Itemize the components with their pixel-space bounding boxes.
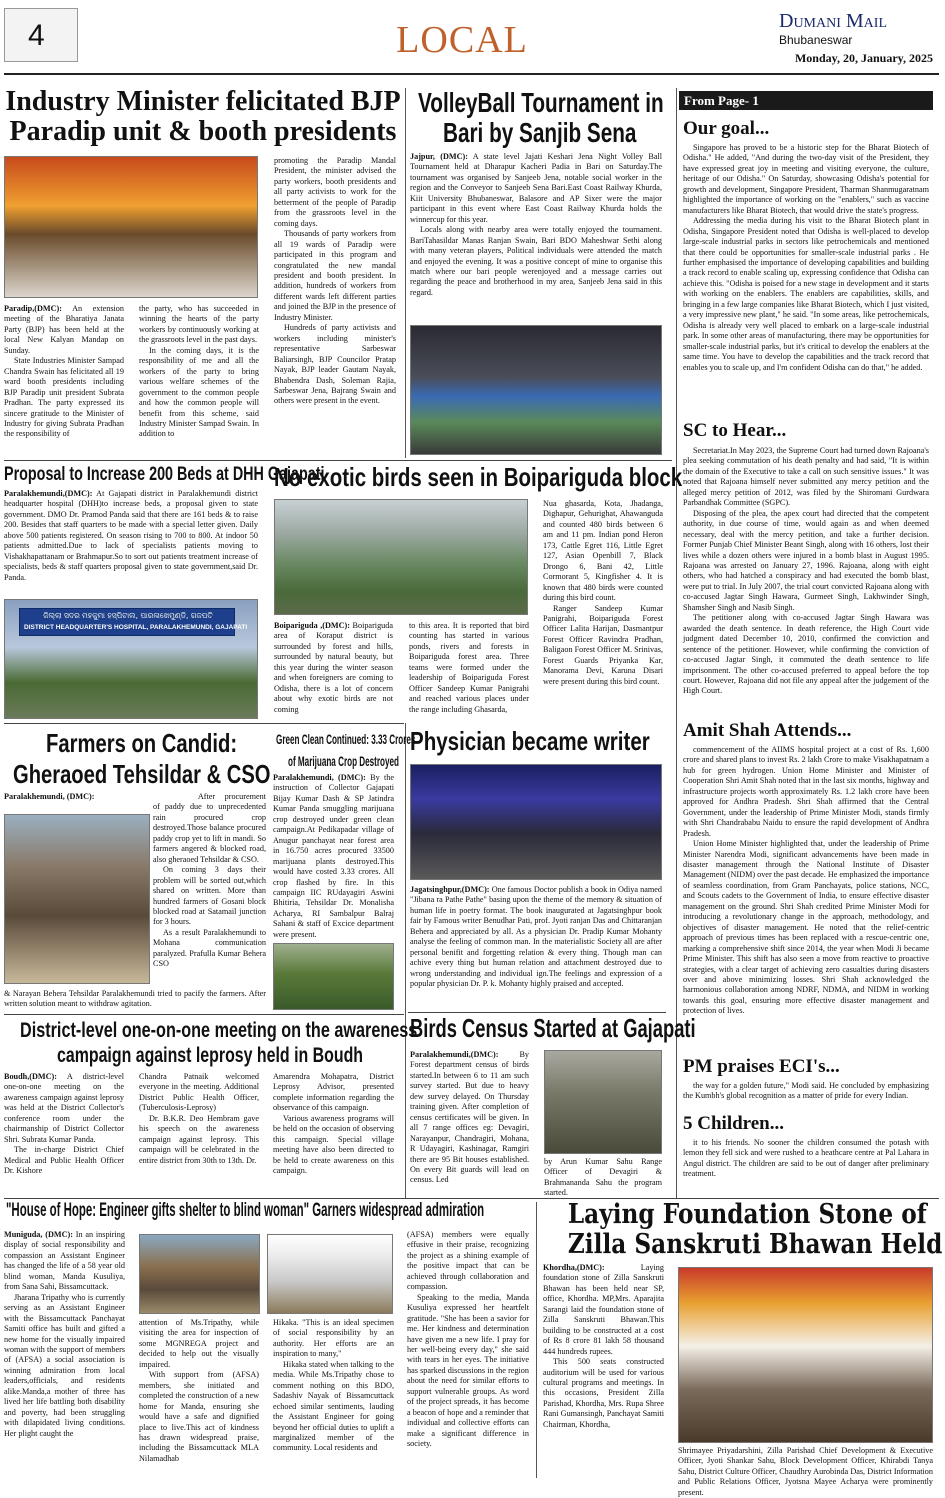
a4-col3: [543, 499, 663, 720]
rule-mid: [405, 88, 406, 458]
a1-c3p1: promoting the Paradip Mandal President, the minister advised the party workers, booth presidents and all party activists to work for the betterment of the people of Paradip from the grassroots level in the coming days.: [274, 156, 396, 228]
a11-body: [543, 1263, 664, 1475]
a4-dateline: Boipariguda ,(DMC):: [274, 621, 350, 630]
a8-col1: [4, 1072, 124, 1196]
a9-photo: [544, 1050, 662, 1154]
goal-p2: Addressing the media during his visit to the Bharat Biotech plant in Odisha, Singapore President noted that Odisha is well-placed to develop large-scale industrial parks in sectors like petrochemicals and mentioned that there could be opportunities for smaller-scale industrial parks . He further emphasised the importance of developing capabilities and building a track record to enable scaling up, expressing confidence that Odisha can achieve this. "Odisha is poised for a new stage in development and it starts with working on the enablers. The enablers are capabilities, skills, and bringing in a few large companies like Bharat Biotech, which I just visited, a very impressive new plant," he said. "In some areas, like petrochemicals, Odisha is already very well placed to embark on a large-scale industrial park. In some other areas of manufacturing, there may be opportunities for smaller-scale industrial parks, but it's critical to develop the enablers at the same time. You have to develop the capabilities and the track record that enables you to scale up, and I'm confident Odisha can do that," he added.: [683, 216, 929, 372]
pm-body: [683, 1081, 929, 1113]
a6-text: By the instruction of Collector Gajapati Bijay Kumar Dash & SP Jatindra Kumar Panda smuggling marijuana crop destroyed under green clean campaign.At Pedikapadar village of Anugur panchayat near forest area in 16.750 acres procured 33500 marijuana plants destroyed.This would have costed 3.33 crores. All crop flashed by fire. In this campaign IIC RUdayagiri Aswini Bhitiria, Tehsildar Dr. Monalisha Acharya, RI Sambalpur Balraj Sahani & staff of Excice department were present.: [273, 773, 394, 939]
a8-dateline: Boudh,(DMC):: [4, 1072, 57, 1081]
a10-col1: [4, 1230, 125, 1478]
a4-col1: [274, 621, 393, 720]
a10-col3: [273, 1318, 394, 1478]
a9-dateline: Paralakhemundi,(DMC):: [410, 1050, 499, 1059]
a8-c3p2: Various awareness programs will be held on the occasion of observing this campaign. Special village meeting have also been directed to be held to create awareness on this campaign.: [273, 1113, 394, 1176]
a2-body: [410, 152, 662, 322]
a6-body: [273, 773, 394, 939]
a8-headline-line1: District-level one-on-one meeting on the awareness: [20, 1019, 418, 1042]
a4-photo: [274, 499, 528, 615]
hospital-signboard: [19, 608, 248, 636]
a10-dateline: Muniguda, (DMC):: [4, 1230, 73, 1239]
rule-a11: [536, 1202, 537, 1478]
rule-a8: [4, 1014, 404, 1015]
a7-photo: [410, 764, 662, 880]
a1-headline-line2: Paradip unit & booth presidents: [9, 116, 397, 147]
rule-a3: [4, 460, 672, 461]
a11-headline-line2: Zilla Sanskruti Bhawan Held: [567, 1229, 943, 1260]
a1-col3: [274, 156, 396, 458]
a9-body: [410, 1050, 529, 1194]
sidebar-label: From Page- 1: [684, 93, 759, 108]
a2-p2: Locals along with nearby area were totally enjoyed the tournament. BariTahasildar Manas Ranjan Swain, Bari BDO Maheshwar Sethi along with many veteran players, Political individuals were attended the match and enjoyed the evening. It was a positive concept of mine to organise this match where our bari people werenjoyed and a message carries out regarding the peace and brotherhood in my area, Sanjeeb Jena said in this regard.: [410, 225, 662, 297]
a10-c2p2: With support from (AFSA) members, she initiated and completed the construction of a new home for Manda, ensuring she would have a safe and dignified place to live.This act of kindness has drawn widespread praise, including the Bissamcuttack MLA Nilamadhab: [139, 1370, 259, 1463]
a4-c2: to this area. It is reported that bird counting has started in various ponds, rivers and forests in Boipariguda forest area. Three teams were formed under the leadership of Boipariguda Forest Officer Sandeep Kumar Panigrahi and reached various places under the range including Ghasarda,: [409, 621, 529, 714]
a2-headline-line2: Bari by Sanjib Sena: [443, 117, 637, 148]
a10-c3p2: Hikaka stated when talking to the media. While Ms.Tripathy chose to comment nothing on this BDO, Sadashiv Nayak of Bissamcuttack echoed similar sentiments, lauding the Assistant Engineer for going beyond her official duties to uplift a marginalized member of the community. Local residents and: [273, 1359, 394, 1453]
sign-english-text: DISTRICT HEADQUARTER'S HOSPITAL, PARALAKHEMUNDI, GAJAPATI: [24, 624, 248, 631]
a4-headline: No exotic birds seen in Boipariguda block: [274, 462, 683, 492]
a8-c2p2: Dr. B.K.R. Deo Hembram gave his speech on the awareness campaign against leprosy. This campaign will be celebrated in the entire district from 30th to 13th. Dr.: [139, 1113, 259, 1165]
a4-c1: Boipariguda area of Koraput district is surrounded by forest and hills, surrounded by natural beauty, but this year during the winter season and when foreigners are coming to Odisha, there is a lot of concern about why exotic birds are not coming: [274, 621, 393, 714]
a5-p3: As a result Paralakhemundi to Mohana communication paralyzed. Prafulla Kumar Behera CSO: [153, 927, 266, 969]
issue-date: Monday, 20, January, 2025: [794, 51, 933, 65]
a9-text: By Forest department census of birds started.In between 6 to 11 am such survey started. But due to heavy dew survey delayed. On Thursday training given. After completion of census certificates will be given. In all 7 range offices eg: Devagiri, Narayanpur, Chandragiri, Mohana, R Udayagiri, Kashinagar, Ramgiri there are 95 Bit houses established. On every Bit guards will lead on census. Led: [410, 1050, 529, 1185]
a1-c2p1: the party, who has succeeded in winning the hearts of the party workers by continuously working at the grassroots level in the past days.: [139, 304, 259, 345]
a10-p2: Jharana Tripathy who is currently serving as an Assistant Engineer with the Bissamcuttack Panchayat Samiti office has built and gifted a new home for the visually impaired woman with the support of members of (AFSA) a social association is winning admiration from local leaders,officials, and residents alike.Manda,a mother of three has lived her life battling both disability and poverty, had been struggling with dilapidated living conditions. Her plight caught the: [4, 1292, 125, 1438]
a1-dateline: Paradip,(DMC):: [4, 304, 62, 313]
a3-photo: [4, 599, 258, 719]
sign-odia-text: ଜିଲ୍ଲା ସଦର ମହକୁମା ହସ୍ପିଟାଲ, ପାରଳାଖେମୁଣ୍ଡି, ଗଜପତି: [43, 611, 213, 620]
a6-headline-line2: of Marijuana Crop Destroyed: [288, 753, 399, 769]
rule-a5: [4, 723, 404, 724]
a10-c4p2: Speaking to the media, Manda Kusuliya expressed her heartfelt gratitude. "She has been a savior for me. Her kindness and determination have given me a new life. I pray for her well-being every day," she said with tears in her eyes. The initiative has sparked discussions in the region about the need for similar efforts to support vulnerable groups. As word of the project spreads, it has become a beacon of hope and a reminder that individual and collective efforts can make a significant difference in society.: [407, 1292, 529, 1449]
a5-tail-text: & Narayan Behera Tehsildar Paralakhemundi tried to pacify the farmers. After written solution meant to withdraw agitation.: [4, 989, 266, 1009]
a9-caption-text: by Arun Kumar Sahu Range Officer of Devagiri & Brahmananda Sahu the program started.: [544, 1157, 662, 1198]
rule-mid2: [405, 723, 406, 1198]
a3-headline: Proposal to Increase 200 Beds at DHH Gajapati: [4, 464, 325, 485]
a5-tail: [4, 989, 266, 1011]
a5-body: [153, 792, 266, 984]
a10-c2p1: attention of Ms.Tripathy, while visiting the area for inspection of some MGNREGA project and decided to help out the visually impaired.: [139, 1318, 259, 1369]
a1-headline-line1: Industry Minister felicitated BJP: [5, 86, 401, 117]
a3-dateline: Paralakhemundi,(DMC):: [4, 489, 93, 498]
a11-headline-line1: Laying Foundation Stone of: [567, 1199, 927, 1230]
a8-col2: [139, 1072, 259, 1196]
a11-caption-text: Shrimayee Priyadarshini, Zilla Parishad Chief Development & Executive Officer, Jyoti Shankar Sahu, Block Development Officer, Khirabdi Tanya Sahu, District Culture Officer, Chaudhry Aurobinda Das, District Information and Public Relations Officer, Jyotsna Mayee Acharya were prominently present.: [678, 1446, 933, 1497]
a11-p2: This 500 seats constructed auditorium will be used for various cultural programs and meetings. In this occasions, President Zilla Parishad, Khordha, Mrs. Rupa Shree Rani Gumansingh, Panchayat Samiti Chairman, Khordha,: [543, 1357, 664, 1429]
amit-p1: commencement of the AIIMS hospital project at a cost of Rs. 1,600 crore and shared plans to invest Rs. 2 lakh Crore to make Visakhapatnam a hub for green hydrogen. Union Home Minister and Minister of Cooperation Shri Amit Shah noted that in the last six months, highway and infrastructure projects worth approximately Rs. 1.2 lakh crore have been approved for Andhra Pradesh. Shri Shah affirmed that the Central Government, under the leadership of Prime Minister Modi, stands firmly with Shri Chandrababu Naidu to ensure the rapid development of Andhra Pradesh.: [683, 745, 929, 838]
a11-p1: Laying foundation stone of Zilla Sanskruti Bhawan has been held near SP, office, Khordha. MP,Mrs. Aparajita Sarangi laid the foundation stone of Zilla Sanskruti Bhawan.This building to be constructed at a cost of Rs 8 crore 81 lakh 58 thousand 444 hundreds rupees.: [543, 1263, 664, 1356]
sc-p2: Disposing of the plea, the apex court had directed that the competent authority, in due course of time, would again as and when deemed necessary, deal with the mercy petition, and take a further decision. Former Punjab Chief Minister Beant Singh, along with 16 others, lost their lives while a dozen others were injured in a bomb blast in August 1995. Rajoana was arrested on January 27, 1996. Rajoana, along with eight others, who had hatched a conspiracy and had executed the bomb blast, were put to trial. In July 2007, the trial court convicted Rajoana along with co-accused Jagtar Singh Hawara, Gurmeet Singh, Lakhwinder Singh, Shamsher Singh and Nasib Singh.: [683, 508, 929, 612]
goal-p1: Singapore has proved to be a historic step for the Bharat Biotech of Odisha." He added, "And during the two-day visit of the President, they have expressed great joy in meeting and visiting everyone, the culture, heritage of our Odisha." On Saturday, showcasing Odisha's potential for growth and development, Singapore President, Tharman Shanmugaratnam highlighted the importance of working on the "enablers," such as vaccine manufacturers like Bharat Biotech, that would drive the state's progress.: [683, 143, 929, 215]
a1-c2p2: In the coming days, it is the responsibility of me and all the workers of the party to bring various welfare schemes of the government to the common people and how the common people will benefit from this scheme, said Industry Minister Sampad Swain. In addition to: [139, 345, 259, 439]
amit-p2: Union Home Minister highlighted that, under the leadership of Prime Minister Narendra Modi, significant advancements have been made in disaster management through the National Institute of Disaster Management (NIDM) over the past decade. He emphasized the importance of seamless coordination, from Gram Panchayats, police stations, NCC, and Scouts cadets to the Government of India, to ensure effective disaster management on the ground. Shri Shah credited Prime Minister Modi for introducing a revolutionary change in the approach, methodology, and objectives of disaster management. He noted that the relief-centric approach of previous times has been replaced with a rescue-centric one, marking a comprehensive shift since 2014, the year when Modi Ji became Prime Minister. This shift has also seen a move from reactive to proactive strategies, with a clear target of achieving zero casualties during disasters over and above minimizing losses. Shri Shah acknowledged the harmonious collaboration among NDRF, NDMA, and NIDM in working towards this goal, ensuring more effective disaster management and protection of lives.: [683, 839, 929, 1016]
a4-col2: [409, 621, 529, 720]
five-p1: it to his friends. No sooner the children consumed the potash with lemon they fell sick and were rushed to a heathcare centre at Pal Lahara in Angul district. The children are said to be out of danger after preliminary treatment.: [683, 1138, 929, 1179]
goal-body: [683, 143, 929, 422]
a10-col4: [407, 1230, 529, 1478]
a7-text: One famous Doctor publish a book in Odiya named "Jibana ra Pathe Pathe" basing upon the theme of the memory & situation of human life in poetry format. The book inaugurated at Jagatsinghpur book fair by Famous writer Benudhar Pati, prof. Jyoti ranjan Das and Chittaranjan Behera and appreciated by all. As a physician Dr. Pradip Kumar Mohanty analyse the feeling of common man. In the materialistic Society all are after personal benifit and forgetting relation & every thing. Though man can achive every thing but human relation and attachment destroyed due to wrong understanding and individual ign.The feelings and expression of a popular physician Dr. P. k. Mohanty highly praised and accepted.: [410, 885, 662, 989]
a1-photo: [4, 156, 258, 298]
paper-city: Bhubaneswar: [779, 33, 853, 47]
a1-p2: State Industries Minister Sampad Chandra Swain has felicitated all 19 ward booth presidents including BJP Paradip unit president Subrata Pradhan. The party expressed its sincere gratitude to the Minister of Industry for giving Subrata Pradhan the responsibility of: [4, 356, 124, 439]
a10-lead: In an inspiring display of social responsibility and compassion an Assistant Engineer has changed the life of a 58 year old blind woman, Manda Kusuliya, from Sana Sahi, Bissamcuttack.: [4, 1230, 125, 1292]
page-number: 4: [28, 19, 45, 52]
five-body: [683, 1138, 929, 1194]
section-title: LOCAL: [396, 19, 528, 61]
a9-headline: Birds Census Started at Gajapati: [410, 1013, 696, 1043]
a5-photo: [4, 814, 150, 984]
a6-headline-line1: Green Clean Continued: 3.33 Crores: [276, 731, 416, 747]
a10-c3p1: Hikaka. "This is an ideal specimen of social responsibility by an authority. Her efforts are an inspiration to many,": [273, 1318, 394, 1359]
a2-p1: A state level Jajati Keshari Jena Night Volley Ball Tournament held at Dharapur Kacheri Padia in Bari on Saturday.The tournament was organised by Sanjeeb Jena, notable social worker in the region and the Conveyor to Sanjeeb Sena Bari.East Coast Railway Khurda, Kiit University Bhubaneswar, Balasore and AP Sixer were the major participant in this event where East Coast Railway Khurda holds the winnercup for this year.: [410, 152, 662, 224]
a7-dateline: Jagatsinghpur,(DMC):: [410, 885, 490, 894]
a2-dateline: Jajpur, (DMC):: [410, 152, 468, 161]
a2-headline-line1: VolleyBall Tournament in: [418, 87, 664, 118]
a2-photo: [410, 325, 662, 455]
a10-photo-new-house: [267, 1234, 393, 1314]
a3-body: [4, 489, 258, 595]
a5-headline-line1: Farmers on Candid:: [46, 728, 238, 758]
five-head: 5 Children...: [683, 1113, 785, 1134]
a5-p2: On coming 3 days their problem will be sorted out,which shared on written. More than hundred farmers of Gosani block blocked road at Satamail junction for 3 hours.: [153, 865, 266, 927]
a6-dateline: Paralakhemundi, (DMC):: [273, 773, 366, 782]
sc-body: [683, 446, 929, 722]
a1-c3p2: Thousands of party workers from all 19 wards of Paradip were participated in this program and congratulated the new mandal president and booth president. In addition, hundreds of workers from different wards left different parties and joined the BJP in the presence of Industry Minister.: [274, 229, 396, 322]
a8-c2p1: Chandra Patnaik welcomed everyone in the meeting. Additional District Public Health Officer, (Tuberculosis-Leprosy): [139, 1072, 259, 1113]
a9-caption: [544, 1157, 662, 1198]
a5-dateline: Paralakhemundi, (DMC):: [4, 792, 95, 801]
a1-col1: [4, 304, 124, 458]
sc-head: SC to Hear...: [683, 420, 787, 441]
a5-headline-line2: Gheraoed Tehsildar & CSO: [13, 759, 271, 789]
a8-p2: The in-charge District Chief Medical and Public Health Officer Dr. Kishore: [4, 1145, 124, 1176]
a11-dateline: Khordha,(DMC):: [543, 1263, 605, 1272]
a8-headline-line2: campaign against leprosy held in Boudh: [57, 1044, 364, 1067]
a8-lead: A district-level one-on-one meeting on the awareness campaign against leprosy was held at the District Collector's conference room under the chairmanship of District Collector Shri. Subrata Kumar Panda.: [4, 1072, 124, 1144]
a3-text: At Gajapati district in Paralakhemundi district headquarter hospital (DHH)to increase beds, a proposal given to state government. DMO Dr. Pramod Panda said that there are 161 beds & to raise 200. Besides that staff quarters to be made with a special letter given. Daily above 500 patients registered. On season rising to 700 to 800. At indoor 50 patients admitted.Due to lack of specialists patients moving to Vishakhapattanam or Brahmapur.So to sort out patients treatment increase of specialists, beds & staff quarters proposal given to state government,said Dr. Panda.: [4, 489, 258, 582]
a8-c3p1: Amarendra Mohapatra, District Leprosy Advisor, presented complete information regarding the observance of this campaign.: [273, 1072, 394, 1113]
a10-photo-old-house: [139, 1234, 260, 1314]
goal-head: Our goal...: [683, 118, 770, 139]
a1-col2: [139, 304, 259, 458]
a6-photo: [273, 943, 394, 1010]
amit-head: Amit Shah Attends...: [683, 720, 852, 741]
amit-body: [683, 745, 929, 1057]
a5-p1: After procurement of paddy due to unprecedented rain procured crop destroyed.Those balance procured paddy crop yet to lift in mandi. So farmers angered & blocked road, also gheraoed Tehsildar & CSO.: [153, 792, 266, 864]
a4-c3p2: Ranger Sandeep Kumar Panigrahi, Boipariguda Forest Officer Lalita Harijan, Dasmantpur Forest Officer Ravindra Pradhan, Baligaon Forest Officer M. Srinivas, Forest Guards Priyanka Kar, Manorama Devi, Karuna Disari were present during this bird count.: [543, 603, 663, 686]
sc-p1: Secretariat.In May 2023, the Supreme Court had turned down Rajoana's plea seeking commutation of his death penalty and had said, "It is within the domain of the Executive to take a call on such sensitive issues." It was noted that Rajoana himself never submitted any mercy petition and the alleged mercy petition of 2012, was filed by the Shiromani Gurdwara Parbandhak Committee (SGPC).: [683, 446, 929, 508]
masthead-rule: [4, 73, 939, 75]
a10-c4p1: (AFSA) members were equally effusive in their praise, recognizing the project as a shining example of the positive impact that can be achieved through collaboration and compassion.: [407, 1230, 529, 1292]
a10-headline: "House of Hope: Engineer gifts shelter to blind woman" Garners widespread admiration: [6, 1200, 485, 1221]
a1-c3p3: Hundreds of party activists and workers including minister's representative Sarbeswar Baliarsingh, BJP Councilor Pratap Nayak, BJP leader Gautam Nayak, Bhabendra Dash, Soleman Rajia, Sarbeswar Jena, Bajrang Swain and others were present in the event.: [274, 323, 396, 406]
sc-p3: The petitioner along with co-accused Jagtar Singh Hawara was awarded the death sentence. In death reference, the High Court vide judgment dated December 10, 2010, confirmed the conviction and sentence of the petitioner. However, while confirming the conviction of co-accused Jagtar Singh, it commuted the death sentence to life imprisonment. The other co-accused preferred to appeal before the top court. However, Rajoana did not file any appeal after the judgement of the High Court.: [683, 613, 929, 696]
a7-headline: Physician became writer: [410, 726, 650, 756]
a4-c3p1: Nua ghasarda, Kota, Jhadanga, Dighapur, Gehurighat, Ahawanguda and counted 480 birds between 6 am and 11 pm. Indian pond Heron 173, Cattle Egret 116, Little Egret 127, Asian Openbill 7, Black Drongo 6, Bani 42, Little Cormorant 5, Kingfisher 4. It is known that 480 birds were counted during this bird count.: [543, 499, 663, 603]
pm-p1: the way for a golden future," Modi said. He concluded by emphasizing the Kumbh's global recognition as a matter of pride for every Indian.: [683, 1081, 929, 1101]
a11-caption: [678, 1446, 933, 1497]
a8-col3: [273, 1072, 394, 1196]
pm-head: PM praises ECI's...: [683, 1056, 840, 1077]
paper-name: Dumani Mail: [779, 10, 887, 32]
a10-col2: [139, 1318, 259, 1478]
a1-lead: An extension meeting of the Bharatiya Janata Party (BJP) has been held at the local New Kalyan Mandap on Sunday.: [4, 304, 124, 355]
a11-photo: [678, 1267, 933, 1443]
a7-body: [410, 885, 662, 1009]
